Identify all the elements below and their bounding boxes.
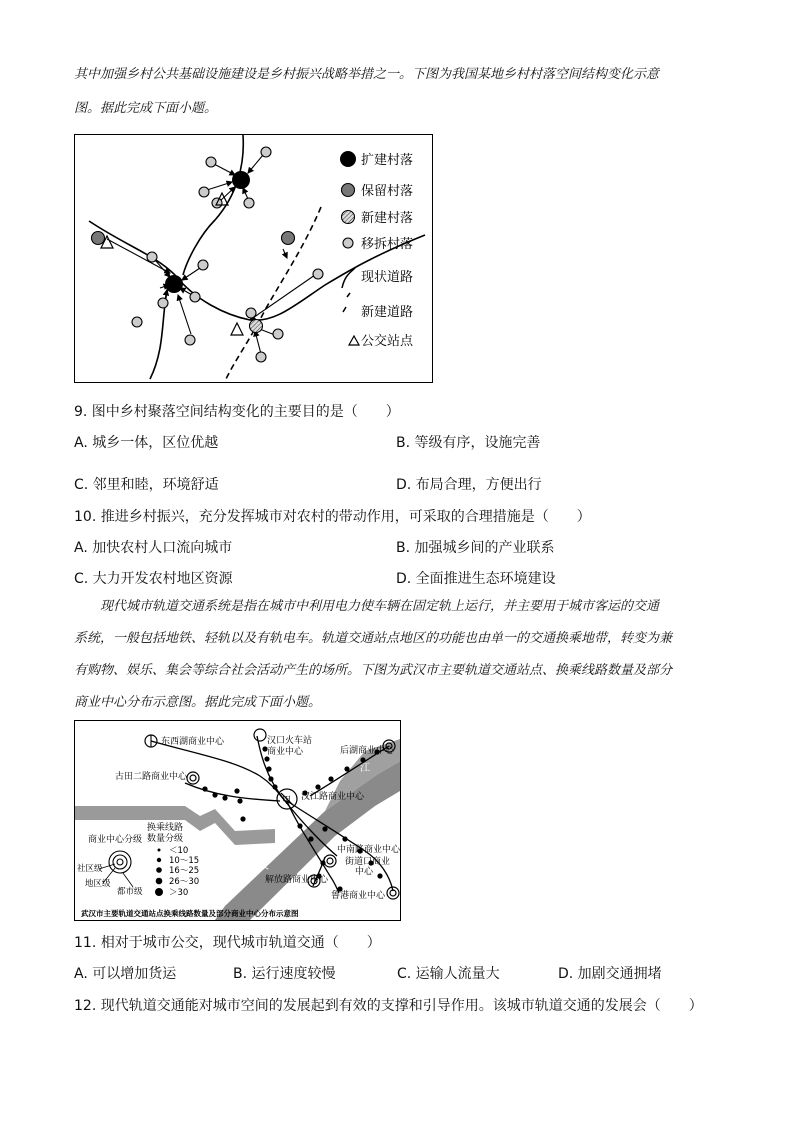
passage2-line3: 有购物、娱乐、集会等综合社会活动产生的场所。下图为武汉市主要轨道交通站点、换乘线路数量及部分 — [74, 663, 673, 678]
bus-stop-icon — [231, 323, 243, 335]
legend-district: 地区级 — [85, 879, 111, 889]
q11-option-c[interactable]: C. 运输人流量大 — [397, 966, 500, 982]
legend-transfer-title1: 换乘线路 — [147, 823, 184, 833]
legend-keep: 保留村落 — [361, 184, 414, 199]
label-dongxihu: 东西湖商业中心 — [161, 737, 225, 747]
kept-village — [282, 232, 295, 245]
label-jiefang: 解放路商业中心 — [265, 875, 329, 885]
label-hanjiang: 汉江路商业中心 — [301, 792, 365, 802]
station-jia: 甲 — [282, 796, 292, 806]
label-zhongnan: 中南路商业中心 — [337, 845, 400, 855]
new-village — [250, 320, 263, 333]
q10-option-a[interactable]: A. 加快农村人口流向城市 — [74, 540, 233, 556]
q11-option-a[interactable]: A. 可以增加货运 — [74, 966, 177, 982]
figure-wuhan-rail — [74, 720, 401, 921]
q11-option-b[interactable]: B. 运行速度较慢 — [233, 966, 336, 982]
river-label: 长 — [259, 861, 269, 872]
legend-city: 都市级 — [117, 887, 143, 897]
figure-village-structure — [74, 134, 433, 383]
village-map — [75, 135, 432, 382]
legend-level-title: 商业中心分级 — [88, 835, 143, 845]
legend-t2: 10～15 — [169, 856, 200, 866]
legend-transfer-title2: 数量分级 — [147, 834, 184, 844]
legend-bus: 公交站点 — [361, 334, 414, 349]
label-gutian: 古田二路商业中心 — [115, 772, 188, 782]
label-hankou1: 汉口火车站 — [267, 736, 313, 746]
wuhan-rail-map — [75, 721, 400, 920]
current-road-south — [150, 280, 170, 379]
q11-option-d[interactable]: D. 加剧交通拥堵 — [558, 966, 662, 982]
new-road — [225, 207, 321, 381]
legend-road-new: 新建道路 — [361, 305, 414, 320]
passage1-line2: 图。据此完成下面小题。 — [74, 101, 218, 116]
q12-stem: 12. 现代轨道交通能对城市空间的发展起到有效的支撑和引导作用。该城市轨道交通的发展会（ ） — [74, 998, 703, 1014]
legend-t3: 16～25 — [169, 866, 200, 876]
expanded-village — [165, 275, 183, 293]
legend-relocate: 移拆村落 — [361, 237, 414, 252]
q10-option-c[interactable]: C. 大力开发农村地区资源 — [74, 571, 233, 587]
expanded-village — [232, 171, 250, 189]
label-lugang: 鲁港商业中心 — [331, 891, 386, 901]
legend-t5: ＞30 — [169, 888, 189, 898]
q11-stem: 11. 相对于城市公交，现代城市轨道交通（ ） — [74, 935, 381, 951]
label-houhu: 后湖商业中心 — [340, 746, 395, 756]
q10-stem: 10. 推进乡村振兴，充分发挥城市对农村的带动作用，可采取的合理措施是（ ） — [74, 509, 591, 525]
legend-t1: ＜10 — [169, 846, 189, 856]
kept-village — [92, 232, 105, 245]
passage1-line1: 其中加强乡村公共基础设施建设是乡村振兴战略举措之一。下图为我国某地乡村村落空间结构变化示意 — [74, 67, 660, 82]
q10-option-d[interactable]: D. 全面推进生态环境建设 — [396, 571, 556, 587]
river-label: 江 — [360, 763, 370, 774]
legend-t4: 26～30 — [169, 877, 200, 887]
q9-option-b[interactable]: B. 等级有序，设施完善 — [396, 435, 541, 451]
label-jiedao2: 中心 — [355, 867, 374, 877]
label-jiedao1: 街道口商业 — [345, 857, 391, 867]
passage2-line4: 商业中心分布示意图。据此完成下面小题。 — [74, 695, 322, 710]
passage2-line1: 现代城市轨道交通系统是指在城市中利用电力使车辆在固定轨上运行，并主要用于城市客运的交通 — [74, 599, 660, 614]
q9-stem: 9. 图中乡村聚落空间结构变化的主要目的是（ ） — [74, 404, 400, 420]
figure-caption: 武汉市主要轨道交通站点换乘线路数量及部分商业中心分布示意图 — [81, 909, 299, 918]
q9-option-a[interactable]: A. 城乡一体，区位优越 — [74, 435, 219, 451]
legend-road-now: 现状道路 — [361, 270, 414, 285]
q9-option-d[interactable]: D. 布局合理，方便出行 — [396, 477, 542, 493]
legend-new: 新建村落 — [361, 211, 414, 226]
legend-community: 社区级 — [77, 864, 103, 874]
label-hankou2: 商业中心 — [267, 747, 304, 757]
q10-option-b[interactable]: B. 加强城乡间的产业联系 — [396, 540, 555, 556]
legend-expand: 扩建村落 — [361, 153, 414, 168]
passage2-line2: 系统，一般包括地铁、轻轨以及有轨电车。轨道交通站点地区的功能也由单一的交通换乘地带，转变为兼 — [74, 631, 673, 646]
q9-option-c[interactable]: C. 邻里和睦，环境舒适 — [74, 477, 219, 493]
